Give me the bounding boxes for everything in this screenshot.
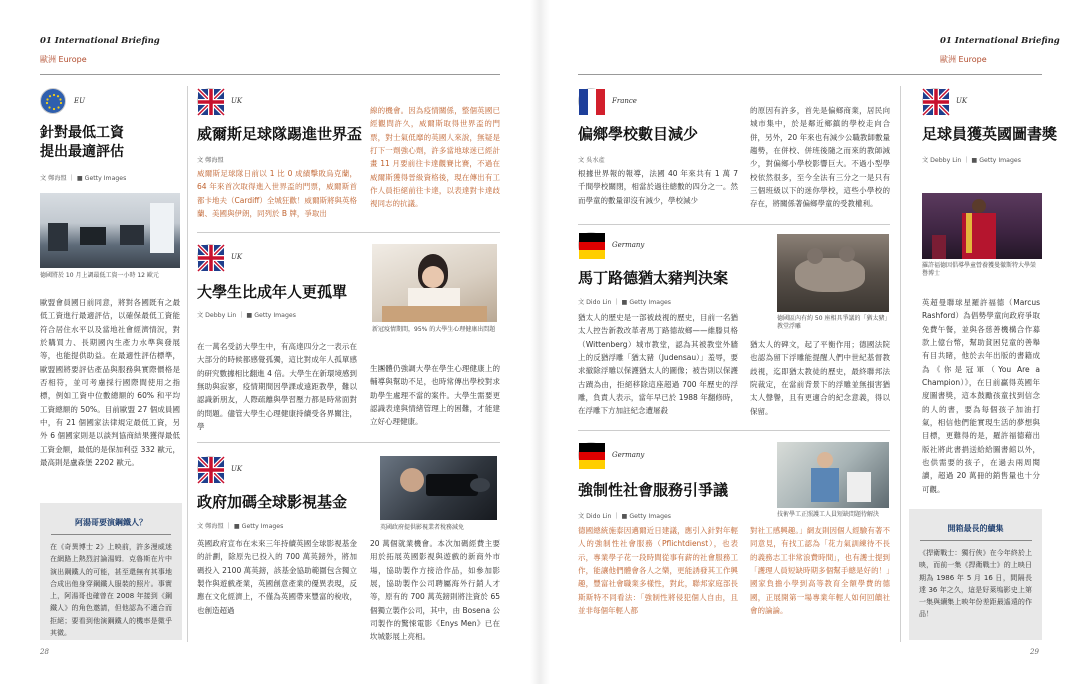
wales-byline: 文 鄭海盟 bbox=[197, 157, 224, 164]
right-sidebar-rule bbox=[920, 540, 1032, 541]
uk-flag-icon bbox=[197, 88, 223, 114]
france-tag: France bbox=[612, 97, 637, 105]
graduation-photo bbox=[922, 193, 1042, 259]
left-sidebar-title: 阿湯哥要演鋼鐵人？ bbox=[75, 518, 147, 527]
film-body-col1: 英國政府宣布在未來三年持續英國全球影視基金的計劃，除原先已投入的 700 萬英鎊外，將加碼投入 2100 萬英鎊，該基金協助範圍包含獨立製作與遊戲產業，英國創意產業的優異表現，反應在文化經濟上，不僅為英國帶來豐富的稅收，也創造超過 bbox=[197, 539, 357, 615]
left-sidebar-rule bbox=[51, 534, 171, 535]
footballer-byline: 文 Debby Lin ｜ ■ Getty Images bbox=[922, 157, 1021, 164]
left-header-rule bbox=[40, 74, 500, 75]
wales-body-col1: 威爾斯足球隊日前以 1 比 0 成績擊敗烏克蘭，64 年來首次取得進入世界盃的門票，威爾斯首都卡地夫（Cardiff）全城狂歡！威爾斯將與英格蘭、美國與伊朗，同列於 B 牌，爭取出 bbox=[197, 169, 357, 219]
rule-pigs bbox=[578, 430, 890, 431]
eu-flag-icon bbox=[40, 88, 66, 114]
page-number-left: 28 bbox=[40, 648, 49, 656]
left-sidebar-body: 在《奇異博士 2》上映前，許多漫威迷在網路上熱烈討論湯姆．克魯斯在片中演出鋼鐵人的可能，甚至還無有其事地合成出他身穿鋼鐵人服裝的照片。事實上，阿湯哥也確曾在 2008 年接到《鋼鐵人》的角色邀請，但他認為不適合而拒絕；要看到他演鋼鐵人的機率是微乎其微。 bbox=[50, 543, 172, 637]
right-sidebar-title: 開箱最長的續集 bbox=[947, 524, 1004, 533]
pigs-body-col1: 猶太人的歷史是一部被歧視的歷史，目前一名猶太人控告新教改革者馬丁路德故鄉——維滕貝格（Wittenberg）城市教堂，認為其被教堂外牆上的反猶浮雕「猶太豬（Judensau）」羞辱，要求撤除浮雕以保護猶太人的圖像；被告則以保護古蹟為由，拒絕移除這座超過 700 年歷史的浮雕，負責人表示，當年早已於 1988 年翻修時，在浮雕下方加註紀念遭屠殺 bbox=[578, 313, 738, 416]
care-worker-photo bbox=[777, 442, 889, 508]
footballer-headline: 足球員獲英國圖書獎 bbox=[922, 125, 1058, 143]
pigs-headline: 馬丁路德猶太豬判決案 bbox=[578, 269, 729, 287]
uk-flag-icon bbox=[197, 244, 223, 270]
eu-headline-line-1: 針對最低工資 bbox=[40, 125, 124, 141]
students-body-col1: 在一萬名受訪大學生中，有高達四分之一表示在大部分的時候都感覺孤獨，這比對成年人孤單感的研究數據相比翻進 4 倍。大學生在新環境感到無助與寂寥，疫情期間因學課或遠距教學，難以認識新朋友，人際疏離與學習壓力都是時常面對的問題。儘管大學生心理健康持續受各界關注，學 bbox=[197, 342, 357, 432]
page-gutter bbox=[530, 0, 550, 684]
rule-students bbox=[197, 442, 500, 443]
france-body-col2: 的原因有許多，首先是偏鄉商業，居民向城市集中，於是鄰近鄉鎮的學校走向合併，另外，20 年來也有減少公職教師數量趨勢，在併校、併班後隨之而來的教師減少，對偏鄉小學校影響巨大。不過小型學校依然很多，至今全法有三分之一是只有三個班級以下的迷你學校，這些小學校的存在，將關係著偏鄉學童的受教權利。 bbox=[750, 106, 890, 209]
service-headline: 強制性社會服務引爭議 bbox=[578, 481, 729, 499]
eu-tag: EU bbox=[74, 97, 86, 105]
pigs-byline: 文 Dido Lin ｜ ■ Getty Images bbox=[578, 299, 672, 306]
pigs-photo-caption: 德國區內有約 50 座相具爭議的「猶太豬」教堂浮雕 bbox=[777, 315, 888, 331]
eu-photo-caption: 德國將於 10 月上調最低工資一小時 12 歐元 bbox=[40, 272, 159, 279]
right-sidebar-box bbox=[909, 509, 1042, 640]
page-number-right: 29 bbox=[1030, 648, 1039, 656]
rule-wales bbox=[197, 232, 500, 233]
pig-relief-photo bbox=[777, 234, 889, 312]
service-tag: Germany bbox=[612, 451, 645, 459]
eu-headline bbox=[40, 124, 180, 162]
right-section-label: 歐洲 Europe bbox=[940, 55, 987, 64]
film-tag: UK bbox=[231, 465, 243, 473]
footballer-photo-caption: 羅許福德因倡導學童營養獲曼徹斯特大學榮譽博士 bbox=[922, 262, 1037, 278]
france-byline: 文 吳水產 bbox=[578, 157, 605, 164]
uk-flag-icon bbox=[197, 456, 223, 482]
eu-byline: 文 鄭海盟 ｜ ■ Getty Images bbox=[40, 175, 127, 182]
service-byline: 文 Dido Lin ｜ ■ Getty Images bbox=[578, 513, 672, 520]
film-photo-caption: 英國政府提供影視業者稅務減免 bbox=[380, 524, 465, 531]
service-body-col2: 對社工感興趣。」網友則因個人經驗有著不同意見，有找工認為「花力氣訓練待不長的義務志工非常浪費時間」，也有護士提到「護理人員短缺時期多個幫手總是好的！」國家負擔小學到高等教育全額學費的德國，正展開第一場專業年輕人如何回饋社會的論論。 bbox=[750, 526, 890, 616]
pigs-tag: Germany bbox=[612, 241, 645, 249]
germany-flag-icon bbox=[578, 442, 604, 468]
column-divider bbox=[187, 86, 188, 642]
students-tag: UK bbox=[231, 253, 243, 261]
film-camera-photo bbox=[380, 456, 497, 520]
left-section-label: 歐洲 Europe bbox=[40, 55, 87, 64]
students-body-col2: 生團體仍強調大學在學生心理健康上的輔導與幫助不足，也時常傳出學校對求助學生處理不當的案件。大學生需要更認識表達與情緒管理上的困難，才能建立好心理健康。 bbox=[370, 364, 500, 427]
pigs-body-col2: 猶太人的碑文，起了平衡作用；德國法院也認為留下浮雕能提醒人們中世紀基督教歧視，迄即猶太教徒的歷史，最終聯邦法院裁定，在當前背景下的浮雕並無損害猶太人聲譽，且有更適合的紀念意義，得以保留。 bbox=[750, 340, 890, 416]
france-headline: 偏鄉學校數目減少 bbox=[578, 125, 699, 143]
students-headline: 大學生比成年人更孤單 bbox=[197, 283, 348, 301]
eu-body: 歐盟會員國日前同意，將對各國既有之最低工資進行最適評估，以確保最低工資能符合居住水平以及當地社會經濟情況，對於購買力、長期國內生產力水準與發展等，也能提供助益。在最適性評估標準，歐盟國將要評估產品與服務與實際價格是否相符，並可考慮採行國際間使用之指標，例如工資中位數總額的 60% 和平均工資總額的 50%。目前歐盟 27 個成員國中，有 21 個國家法律規定最低工資，另外 6 個國家則是以談判協商結果獲得最低工資金額，最低的是保加利亞 332 歐元，最高則是盧森堡 2202 歐元。 bbox=[40, 298, 180, 468]
left-sidebar-box bbox=[40, 503, 182, 640]
film-body-col2: 20 萬個就業機會。本次加碼經費主要用於拓展英國影視與遊戲的新商外市場，協助製作方接洽作品，如參加影展，協助製作公司聘屬海外行銷人才等，原有的 700 萬英鎊則將注資於 65 個獨立製作公司，其中，由 Bosena 公司製作的驚悚電影《Enys Men》已在坎城影展上亮相。 bbox=[370, 539, 500, 642]
service-body-col1: 德國總統施泰因邁爾近日建議，應引入針對年輕人的強制性社會服務（Pflichtdienst），也表示，專業學子花一段時間從事有薪的社會服務工作，能讓他們體會各人之樂，更能誘發其工作興趣，豐富社會職業多樣性，對此，聯邦家庭部長斯斯特不同看法：「強制性將侵犯個人自由，且並非每個年輕人都 bbox=[578, 526, 738, 616]
wales-body-col2: 線的機會。因為疫情關係，整個英國已經觀問許久，威爾斯取得世界盃的門票，對士氣低靡的英國人來說，無疑是打下一劑強心劑，許多當地球迷已經計畫 11 月要前往卡達觀賽比賽，不過在威爾斯獲得晉級資格後，現在傳出有工作人員拒絕前往卡達，以表達對卡達歧視同志的抗議。 bbox=[370, 106, 500, 209]
uk-flag-icon bbox=[922, 88, 948, 114]
film-byline: 文 鄭海盟 ｜ ■ Getty Images bbox=[197, 523, 284, 530]
left-kicker: 01 International Briefing bbox=[40, 36, 160, 46]
wales-headline: 威爾斯足球隊踢進世界盃 bbox=[197, 125, 363, 143]
service-photo-caption: 技術學工正照護工人員短缺問題待解決 bbox=[777, 511, 880, 518]
footballer-tag: UK bbox=[956, 97, 968, 105]
france-body-col1: 根據世界報的報導，法國 40 年來共有 1 萬 7 千間學校關閉，相當於過往總數的四分之一。然而學童的數量卻沒有減少，學校減少 bbox=[578, 169, 738, 205]
eu-office-photo bbox=[40, 193, 180, 268]
eu-headline-line-2: 提出最適評估 bbox=[40, 143, 124, 160]
france-flag-icon bbox=[578, 88, 604, 114]
rule-france bbox=[578, 224, 890, 225]
wales-tag: UK bbox=[231, 97, 243, 105]
students-byline: 文 Debby Lin ｜ ■ Getty Images bbox=[197, 312, 296, 319]
right-sidebar-body: 《捍衛戰士：獨行俠》在今年終於上映，而前一集《捍衛戰士》的上映日期為 1986 年 5 月 16 日，間隔長達 36 年之久，這是好萊塢影史上第一集與續集上映年份差距最遙遠的作品！ bbox=[919, 549, 1032, 619]
student-studying-photo bbox=[372, 244, 497, 322]
germany-flag-icon bbox=[578, 232, 604, 258]
students-photo-caption: 新冠疫情期間，95% 的大學生心理健康出問題 bbox=[372, 326, 496, 333]
film-headline: 政府加碼全球影視基金 bbox=[197, 493, 348, 511]
right-kicker: 01 International Briefing bbox=[940, 36, 1060, 46]
column-divider bbox=[900, 86, 901, 642]
right-header-rule bbox=[578, 74, 1042, 75]
footballer-body: 英超曼聯球星羅許福德（Marcus Rashford）為倡勢學童向政府爭取免費午餐，並與各慈善機構合作募款上億台幣，幫助貧困兒童的善舉有目共睹，他於去年出版的書籍成為《你是冠軍（You Are a Champion）》，在日前贏得英國年度圖書獎，這本鼓勵孩童找到信念的人的書，要為每個孩子加油打氣，相信他們能實現生活的夢想與目標，更難得的是，羅許福德藉出版社將此書捐送給給圖書館以外，也供需要的孩子，在過去兩周閱讀，超過 20 萬冊的銷售量也十分可觀。 bbox=[922, 298, 1040, 494]
